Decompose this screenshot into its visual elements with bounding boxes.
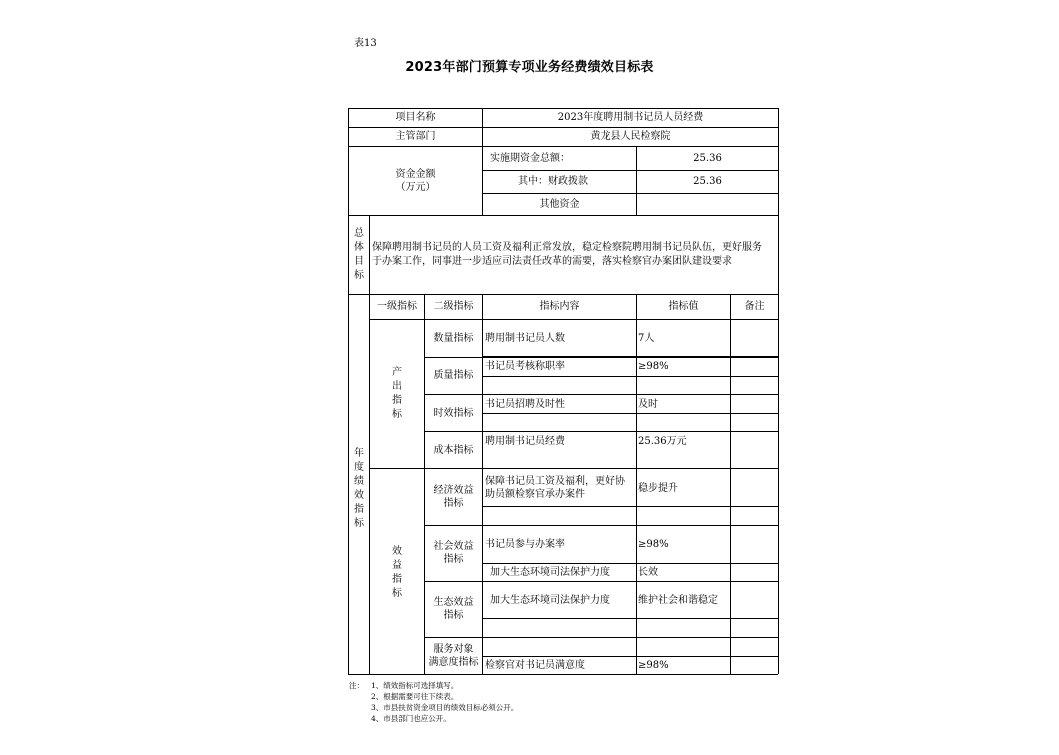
ecological-indicator-content: 加大生态环境司法保护力度 <box>490 595 610 606</box>
annual-indicators-char: 指 <box>354 504 364 515</box>
project-name-value: 2023年度聘用制书记员人员经费 <box>557 112 704 123</box>
quantity-indicator-content: 聘用制书记员人数 <box>485 333 565 344</box>
note-item: 1、绩效指标可选择填写。 <box>371 681 459 690</box>
annual-indicators-char: 标 <box>354 518 364 529</box>
fund-amount-label <box>349 168 482 194</box>
ecological-indicator-label <box>425 596 482 622</box>
quality-indicator-value: ≥98% <box>638 361 669 372</box>
table-notes <box>349 680 518 724</box>
overall-goal-char: 总 <box>354 228 364 239</box>
project-name-label: 项目名称 <box>395 112 436 123</box>
note-item: 3、市县扶贫资金项目的绩效目标必须公开。 <box>371 703 519 712</box>
ecological-indicator-value: 维护社会和谐稳定 <box>638 595 718 606</box>
table-number: 表13 <box>354 38 377 49</box>
overall-goal-line1: 保障聘用制书记员的人员工资及福利正常发放，稳定检察院聘用制书记员队伍，更好服务 <box>372 242 762 253</box>
timeliness-indicator-value: 及时 <box>638 399 658 410</box>
output-indicators-char: 出 <box>392 381 402 392</box>
social-indicator-label <box>425 540 482 566</box>
economic-indicator-label-line2: 指标 <box>443 498 464 509</box>
header-level2: 二级指标 <box>433 301 474 312</box>
quality-indicator-label: 质量指标 <box>433 370 474 381</box>
benefit-indicators-char: 标 <box>392 588 402 599</box>
annual-indicators-char: 度 <box>354 462 364 473</box>
benefit-indicators-char: 效 <box>392 546 402 557</box>
fund-amount-label-line1: 资金金额 <box>395 169 436 180</box>
annual-indicators-label <box>349 447 369 531</box>
satisfaction-indicator-label-line2: 满意度指标 <box>428 657 479 668</box>
header-content: 指标内容 <box>539 301 580 312</box>
satisfaction-indicator-label <box>425 643 482 669</box>
economic-indicator-content-line1: 保障书记员工资及福利，更好协 <box>485 476 625 487</box>
timeliness-indicator-content: 书记员招聘及时性 <box>485 399 565 410</box>
total-fund-label: 实施期资金总额： <box>490 153 570 164</box>
social-indicator-content-1: 书记员参与办案率 <box>485 539 565 550</box>
economic-indicator-label-line1: 经济效益 <box>433 485 474 496</box>
economic-indicator-value: 稳步提升 <box>638 483 678 494</box>
satisfaction-indicator-label-line1: 服务对象 <box>433 644 474 655</box>
social-indicator-content-2: 加大生态环境司法保护力度 <box>490 567 610 578</box>
annual-indicators-char: 绩 <box>354 476 364 487</box>
header-level1: 一级指标 <box>377 301 417 312</box>
output-indicators-char: 标 <box>392 409 402 420</box>
output-indicators-label <box>370 366 424 422</box>
cost-indicator-value: 25.36万元 <box>638 436 687 447</box>
social-indicator-value-2: 长效 <box>638 567 658 578</box>
quality-indicator-content: 书记员考核称职率 <box>485 361 565 372</box>
timeliness-indicator-label: 时效指标 <box>433 408 474 419</box>
social-indicator-label-line1: 社会效益 <box>433 541 474 552</box>
fiscal-fund-label: 其中：财政拨款 <box>518 176 588 187</box>
quantity-indicator-value: 7人 <box>638 333 655 344</box>
total-fund-value: 25.36 <box>693 153 722 164</box>
fund-amount-label-line2: （万元） <box>395 182 436 193</box>
annual-indicators-char: 效 <box>354 490 364 501</box>
economic-indicator-content-line2: 助员额检察官承办案件 <box>485 489 585 500</box>
overall-goal-char: 标 <box>354 270 364 281</box>
economic-indicator-label <box>425 484 482 510</box>
social-indicator-label-line2: 指标 <box>443 554 464 565</box>
note-item: 4、市县部门也应公开。 <box>371 714 451 723</box>
satisfaction-indicator-content: 检察官对书记员满意度 <box>485 660 585 671</box>
benefit-indicators-char: 指 <box>392 574 402 585</box>
page-title: 2023年部门预算专项业务经费绩效目标表 <box>405 60 654 75</box>
economic-indicator-content <box>485 475 625 501</box>
header-value: 指标值 <box>668 301 699 312</box>
notes-prefix: 注： <box>349 681 364 690</box>
output-indicators-char: 指 <box>392 395 402 406</box>
overall-goal-char: 目 <box>354 256 364 267</box>
output-indicators-char: 产 <box>392 367 402 378</box>
overall-goal-char: 体 <box>354 242 364 253</box>
benefit-indicators-label <box>370 545 424 601</box>
overall-goal-label <box>349 227 369 283</box>
overall-goal-line2: 于办案工作，同事进一步适应司法责任改革的需要，落实检察官办案团队建设要求 <box>372 256 732 267</box>
department-label: 主管部门 <box>395 131 436 142</box>
benefit-indicators-char: 益 <box>392 560 402 571</box>
annual-indicators-char: 年 <box>354 448 364 459</box>
quantity-indicator-label: 数量指标 <box>433 333 474 344</box>
social-indicator-value-1: ≥98% <box>638 539 669 550</box>
header-remark: 备注 <box>744 301 765 312</box>
overall-goal-text <box>372 241 762 269</box>
fiscal-fund-value: 25.36 <box>693 176 722 187</box>
cost-indicator-label: 成本指标 <box>433 445 474 456</box>
note-item: 2、根据需要可往下续表。 <box>371 692 459 701</box>
other-fund-label: 其他资金 <box>539 199 580 210</box>
department-value: 黄龙县人民检察院 <box>590 131 671 142</box>
satisfaction-indicator-value: ≥98% <box>638 660 669 671</box>
cost-indicator-content: 聘用制书记员经费 <box>485 436 565 447</box>
ecological-indicator-label-line1: 生态效益 <box>433 597 474 608</box>
ecological-indicator-label-line2: 指标 <box>443 610 464 621</box>
